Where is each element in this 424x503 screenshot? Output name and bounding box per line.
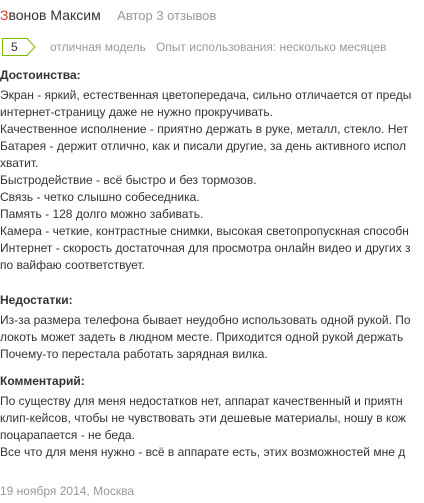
pros-line: Быстродействие - всё быстро и без тормозов. (0, 173, 257, 187)
pros-line: Качественное исполнение - приятно держать в руке, металл, стекло. Нет (0, 122, 409, 136)
pros-title: Достоинства: (0, 68, 81, 82)
comment-section (0, 373, 424, 461)
rating-row (2, 37, 387, 57)
pros-line: интернет-страницу даже не нужно прокручивать. (0, 105, 273, 119)
pros-line: Связь - четко слышно собеседника. (0, 190, 200, 204)
pros-line: Интернет - скорость достаточная для просмотра онлайн видео и других з (0, 241, 411, 255)
review-header (0, 5, 216, 25)
pros-line: Батарея - держит отлично, как и писали другие, за день активного испол (0, 139, 407, 153)
comment-line: Все что для меня нужно - всё в аппарате есть, этих возможностей мне д (0, 445, 406, 459)
author-name-rest: вонов Максим (8, 7, 101, 23)
cons-line: локоть может задеть в людном месте. Приходится одной рукой держать (0, 330, 404, 344)
rating-badge-arrow-icon (27, 38, 36, 56)
pros-section (0, 67, 424, 274)
comment-line: поцарапается - не беда. (0, 428, 135, 442)
review-date-location: 19 ноября 2014, Москва (0, 484, 135, 498)
rating-badge (2, 38, 28, 56)
cons-line: Почему-то перестала работать зарядная вилка. (0, 347, 268, 361)
author-review-count[interactable]: Автор 3 отзывов (117, 8, 217, 23)
author-name-initial: З (0, 7, 9, 23)
rating-verdict: отличная модель (50, 40, 146, 54)
pros-line: хватит. (0, 156, 39, 170)
usage-duration: Опыт использования: несколько месяцев (155, 40, 387, 54)
pros-line: Камера - четкие, контрастные снимки, высокая светопропускная способн (0, 224, 409, 238)
author-name[interactable] (0, 7, 101, 23)
comment-line: По существу для меня недостатков нет, аппарат качественный и приятн (0, 394, 403, 408)
rating-value: 5 (11, 40, 18, 54)
comment-title: Комментарий: (0, 374, 85, 388)
cons-section (0, 292, 424, 363)
cons-title: Недостатки: (0, 293, 73, 307)
pros-line: Экран - яркий, естественная цветопередача, сильно отличается от преды (0, 88, 412, 102)
cons-line: Из-за размера телефона бывает неудобно использовать одной рукой. По (0, 313, 411, 327)
comment-line: клип-кейсов, чтобы не чувствовать эти дешевые материалы, ношу в кож (0, 411, 406, 425)
pros-line: по вайфаю соответствует. (0, 258, 145, 272)
pros-line: Память - 128 долго можно забивать. (0, 207, 204, 221)
